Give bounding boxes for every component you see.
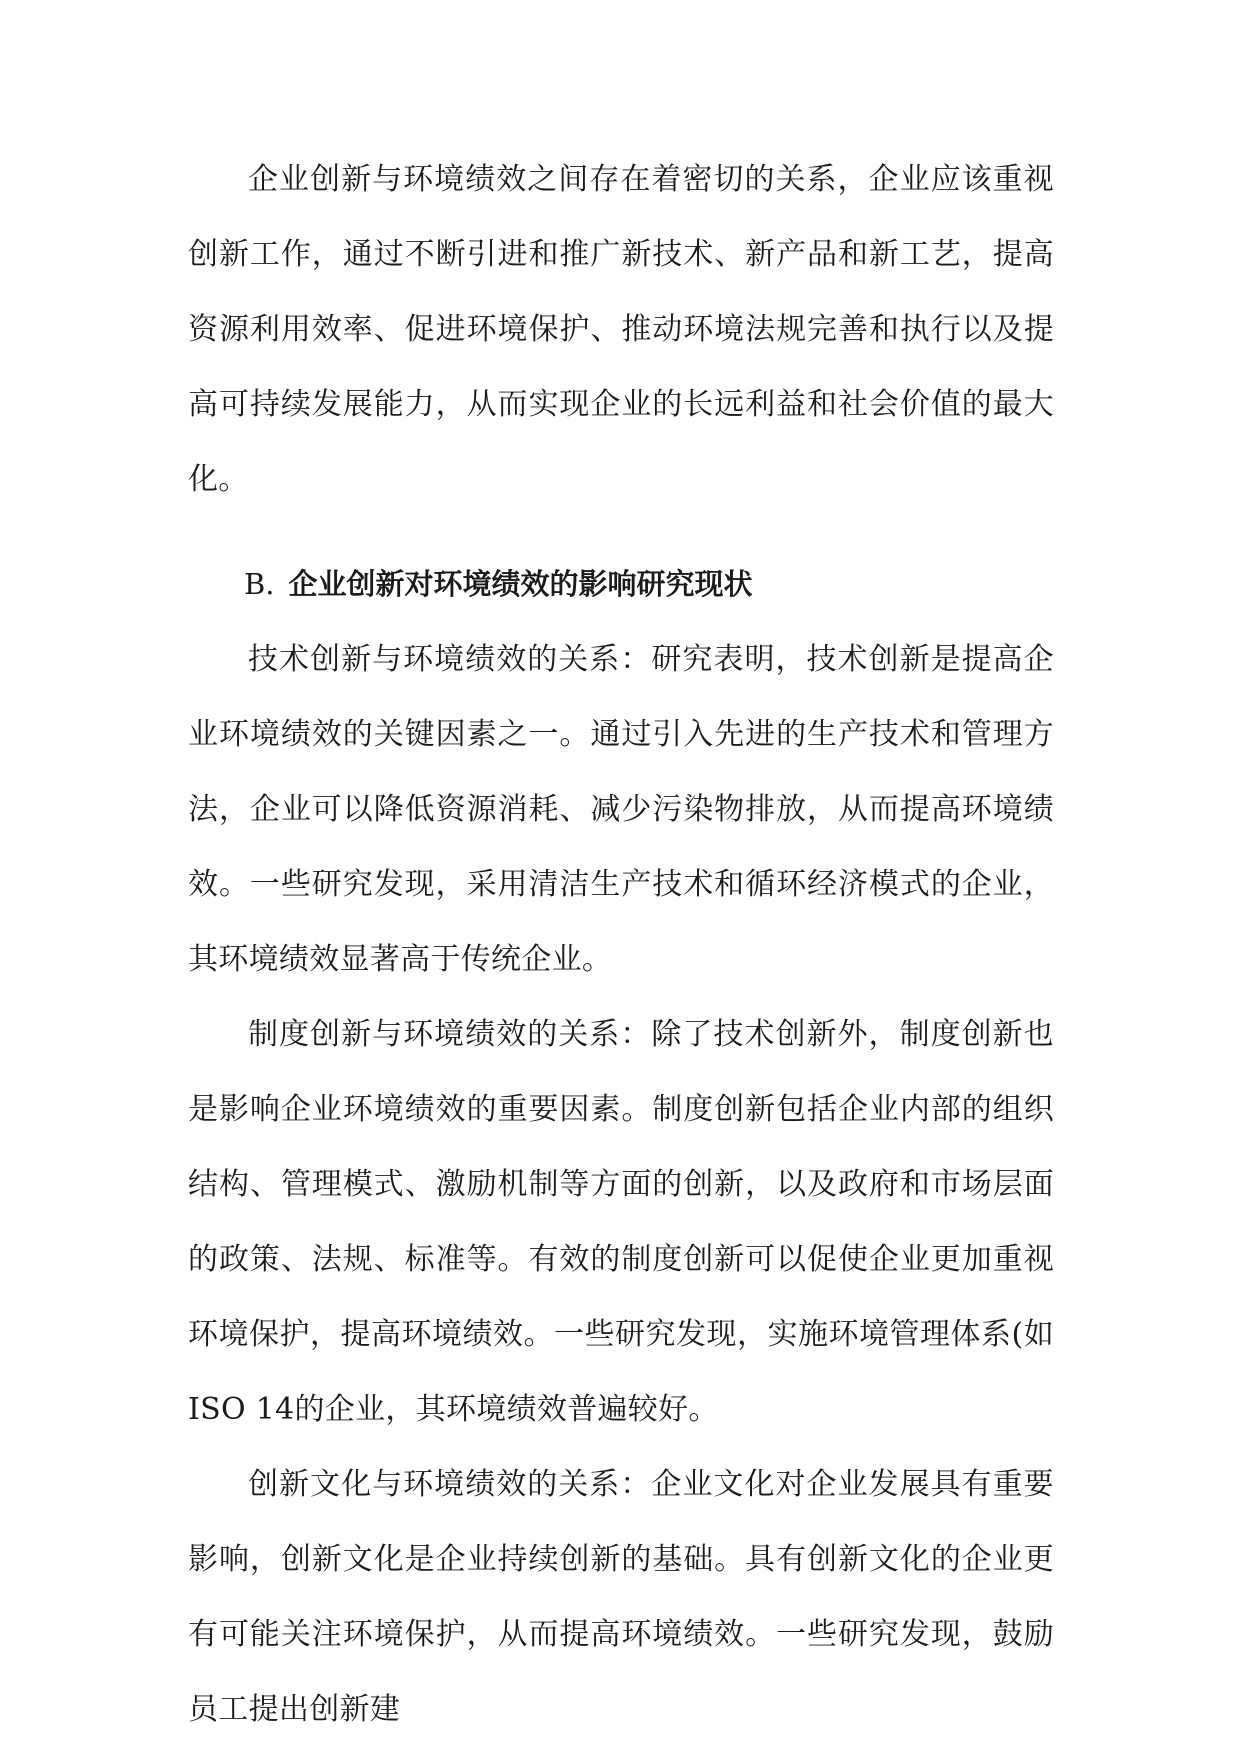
paragraph-innovation-culture: 创新文化与环境绩效的关系：企业文化对企业发展具有重要影响，创新文化是企业持续创新的基础。具有创新文化的企业更有可能关注环境保护，从而提高环境绩效。一些研究发现，鼓励员工提出创新建 (188, 1467, 1054, 1727)
section-title: 企业创新对环境绩效的影响研究现状 (288, 567, 753, 601)
paragraph-tech-innovation: 技术创新与环境绩效的关系：研究表明，技术创新是提高企业环境绩效的关键因素之一。通过引入先进的生产技术和管理方法，企业可以降低资源消耗、减少污染物排放，从而提高环境绩效。一些研究发现，采用清洁生产技术和循环经济模式的企业，其环境绩效显著高于传统企业。 (188, 642, 1054, 977)
section-heading (188, 547, 1054, 622)
paragraph-institutional-innovation: 制度创新与环境绩效的关系：除了技术创新外，制度创新也是影响企业环境绩效的重要因素。制度创新包括企业内部的组织结构、管理模式、激励机制等方面的创新，以及政府和市场层面的政策、法规、标准等。有效的制度创新可以促使企业更加重视环境保护，提高环境绩效。一些研究发现，实施环境管理体系(如ISO 14的企业，其环境绩效普遍较好。 (188, 1017, 1054, 1427)
document-page (188, 142, 1054, 1747)
section-label: B. (244, 567, 275, 601)
paragraph-intro: 企业创新与环境绩效之间存在着密切的关系，企业应该重视创新工作，通过不断引进和推广新技术、新产品和新工艺，提高资源利用效率、促进环境保护、推动环境法规完善和执行以及提高可持续发展能力，从而实现企业的长远利益和社会价值的最大化。 (188, 162, 1054, 497)
